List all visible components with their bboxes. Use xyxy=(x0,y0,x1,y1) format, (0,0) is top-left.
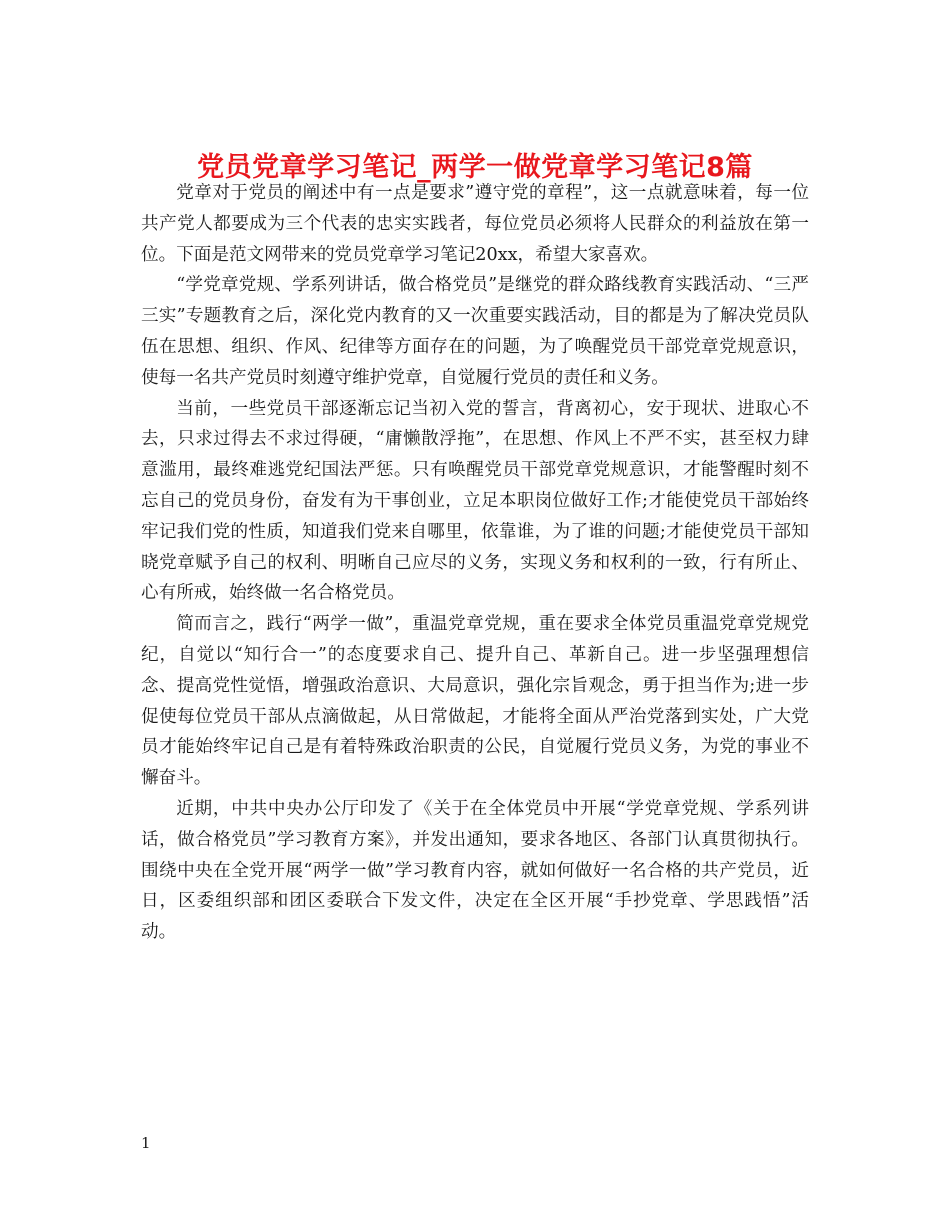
page-number: 1 xyxy=(141,1134,151,1152)
document-title: 党员党章学习笔记_两学一做党章学习笔记8篇 xyxy=(197,152,753,184)
paragraph-intro: 党章对于党员的阐述中有一点是要求”遵守党的章程”，这一点就意味着，每一位共产党人都要成为三个代表的忠实实践者，每位党员必须将人民群众的利益放在第一位。下面是范文网带来的党员党章学习笔记20xx，希望大家喜欢。 xyxy=(141,183,809,265)
paragraph-current-issues: 当前，一些党员干部逐渐忘记当初入党的誓言，背离初心，安于现状、进取心不去，只求过得去不求过得硬，“庸懒散浮拖”，在思想、作风上不严不实，甚至权力肆意滥用，最终难逃党纪国法严惩。只有唤醒党员干部党章党规意识，才能警醒时刻不忘自己的党员身份，奋发有为干事创业，立足本职岗位做好工作;才能使党员干部始终牢记我们党的性质，知道我们党来自哪里，依靠谁，为了谁的问题;才能使党员干部知晓党章赋予自己的权利、明晰自己应尽的义务，实现义务和权利的一致，行有所止、心有所戒，始终做一名合格党员。 xyxy=(141,398,809,604)
paragraph-summary: 简而言之，践行“两学一做”，重温党章党规，重在要求全体党员重温党章党规党纪，自觉以“知行合一”的态度要求自己、提升自己、革新自己。进一步坚强理想信念、提高党性觉悟，增强政治意识、大局意识，强化宗旨观念，勇于担当作为;进一步促使每位党员干部从点滴做起，从日常做起，才能将全面从严治党落到实处，广大党员才能始终牢记自己是有着特殊政治职责的公民，自觉履行党员义务，为党的事业不懈奋斗。 xyxy=(141,614,809,789)
document-body xyxy=(141,178,809,948)
paragraph-two-studies: “学党章党规、学系列讲话，做合格党员”是继党的群众路线教育实践活动、“三严三实”专题教育之后，深化党内教育的又一次重要实践活动，目的都是为了解决党员队伍在思想、组织、作风、纪律等方面存在的问题，为了唤醒党员干部党章党规意识，使每一名共产党员时刻遵守维护党章，自觉履行党员的责任和义务。 xyxy=(141,275,809,388)
paragraph-recent-notice: 近期，中共中央办公厅印发了《关于在全体党员中开展“学党章党规、学系列讲话，做合格党员”学习教育方案》，并发出通知，要求各地区、各部门认真贯彻执行。围绕中央在全党开展“两学一做”学习教育内容，就如何做好一名合格的共产党员，近日，区委组织部和团区委联合下发文件，决定在全区开展“手抄党章、学思践悟”活动。 xyxy=(141,798,809,943)
